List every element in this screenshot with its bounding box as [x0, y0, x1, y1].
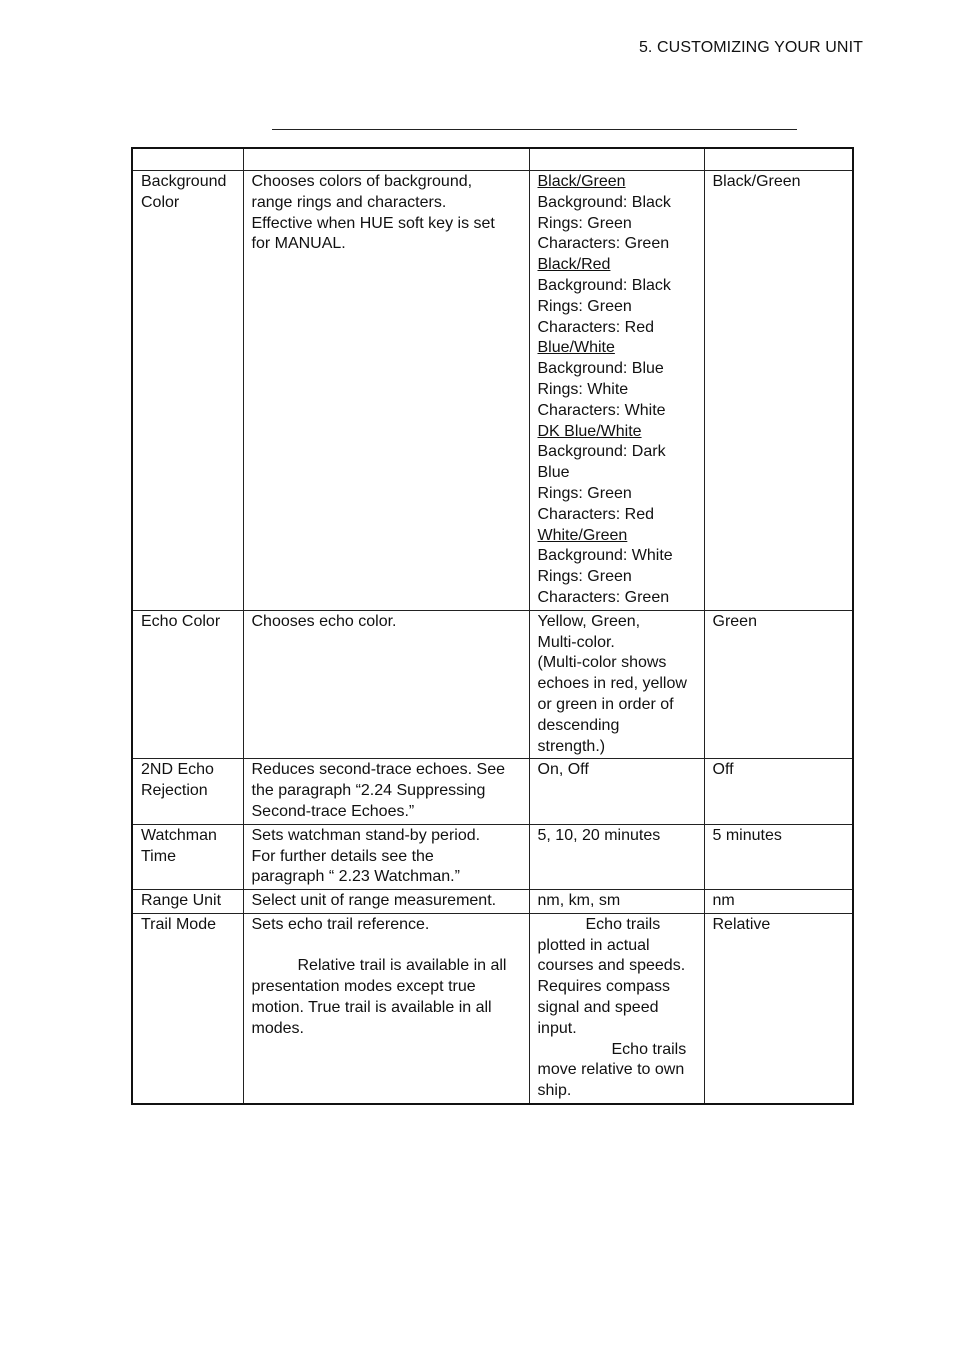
item-line: Background [141, 173, 227, 190]
description-cell [243, 610, 529, 759]
item-line: Time [141, 847, 176, 865]
options-line: courses and speeds. [537, 957, 686, 975]
description-line: modes. [251, 1019, 304, 1037]
option-detail: Rings: Green [537, 484, 632, 502]
description-line: Reduces second-trace echoes. See [251, 761, 505, 779]
default-cell: nm [704, 890, 853, 914]
description-line: Chooses echo color. [251, 612, 397, 630]
option-name: White/Green [537, 526, 628, 544]
options-line: Requires compass [537, 978, 670, 996]
default-cell: Black/Green [704, 171, 853, 611]
default-cell: Green [704, 610, 853, 759]
item-cell [132, 171, 243, 611]
column-header-default [704, 148, 853, 171]
options-line: move relative to own [537, 1061, 685, 1079]
column-header-description [243, 148, 529, 171]
options-line: Yellow, Green, [537, 612, 641, 630]
description-cell [243, 171, 529, 611]
description-cell [243, 890, 529, 914]
option-detail: Rings: Green [537, 297, 632, 315]
item-line: Echo Color [141, 612, 221, 630]
default-cell: 5 minutes [704, 824, 853, 889]
description-cell [243, 759, 529, 824]
table-header-row [132, 148, 853, 171]
item-cell [132, 913, 243, 1104]
option-detail: Background: Black [537, 276, 671, 294]
description-line: Effective when HUE soft key is set [251, 214, 495, 232]
options-line: nm, km, sm [537, 892, 621, 910]
options-line: echoes in red, yellow [537, 675, 687, 693]
options-line: input. [537, 1019, 577, 1037]
option-detail: Characters: Green [537, 235, 670, 253]
description-line: Select unit of range measurement. [251, 892, 497, 910]
table-row [132, 890, 853, 914]
description-cell [243, 824, 529, 889]
description-line: for MANUAL. [251, 235, 346, 253]
option-detail: Characters: Red [537, 505, 654, 523]
description-line: motion. True trail is available in all [251, 999, 492, 1017]
table-row [132, 759, 853, 824]
description-line: Sets echo trail reference. [251, 915, 430, 933]
description-cell [243, 913, 529, 1104]
options-cell [529, 171, 704, 611]
item-line: 2ND Echo [141, 761, 214, 779]
options-line: Multi-color. [537, 633, 615, 651]
item-line: Color [141, 193, 180, 211]
option-name: Blue/White [537, 339, 615, 357]
options-line: plotted in actual [537, 936, 650, 954]
item-cell [132, 610, 243, 759]
table-row [132, 824, 853, 889]
option-detail: Characters: Green [537, 588, 670, 606]
options-line: (Multi-color shows [537, 654, 667, 672]
options-line: On, Off [537, 761, 589, 779]
options-cell [529, 610, 704, 759]
option-detail: Background: Black [537, 193, 671, 211]
table-row [132, 610, 853, 759]
page-header: 5. CUSTOMIZING YOUR UNIT [638, 39, 863, 56]
description-line: paragraph “ 2.23 Watchman.” [251, 868, 460, 886]
option-name: Black/Red [537, 256, 611, 274]
option-detail: Rings: Green [537, 568, 632, 586]
option-detail: Rings: Green [537, 214, 632, 232]
options-line: Echo trails [585, 915, 661, 933]
options-cell [529, 890, 704, 914]
options-cell [529, 824, 704, 889]
column-header-options [529, 148, 704, 171]
table-row [132, 913, 853, 1104]
item-line: Watchman [141, 826, 217, 844]
options-line: ship. [537, 1082, 572, 1100]
item-cell [132, 890, 243, 914]
options-line: 5, 10, 20 minutes [537, 826, 661, 844]
description-line: Chooses colors of background, [251, 173, 473, 190]
options-cell [529, 913, 704, 1104]
description-line: presentation modes except true [251, 978, 476, 996]
option-detail: Characters: Red [537, 318, 654, 336]
options-line: strength.) [537, 737, 606, 755]
option-detail: Background: White [537, 547, 673, 565]
options-line: Echo trails [611, 1040, 687, 1058]
description-line: Sets watchman stand-by period. [251, 826, 481, 844]
option-name: Black/Green [537, 173, 626, 190]
title-rule [272, 129, 797, 130]
options-line: or green in order of [537, 695, 674, 713]
table-row [132, 171, 853, 611]
item-line: Range Unit [141, 892, 222, 910]
default-cell: Off [704, 759, 853, 824]
description-line: range rings and characters. [251, 193, 447, 211]
settings-table [131, 147, 854, 1105]
column-header-item [132, 148, 243, 171]
options-line: descending [537, 716, 620, 734]
option-detail: Characters: White [537, 401, 666, 419]
item-line: Trail Mode [141, 915, 216, 933]
options-cell [529, 759, 704, 824]
description-line: Relative trail is available in all [297, 957, 507, 975]
option-detail: Rings: White [537, 380, 629, 398]
option-detail: Blue [537, 464, 570, 482]
description-line: Second-trace Echoes.” [251, 802, 415, 820]
default-cell: Relative [704, 913, 853, 1104]
option-name: DK Blue/White [537, 422, 642, 440]
options-line: signal and speed [537, 999, 659, 1017]
item-cell [132, 824, 243, 889]
item-cell [132, 759, 243, 824]
description-line: the paragraph “2.24 Suppressing [251, 782, 486, 800]
item-line: Rejection [141, 782, 208, 800]
description-line: For further details see the [251, 847, 434, 865]
option-detail: Background: Blue [537, 360, 664, 378]
option-detail: Background: Dark [537, 443, 666, 461]
blank-line [252, 936, 525, 957]
